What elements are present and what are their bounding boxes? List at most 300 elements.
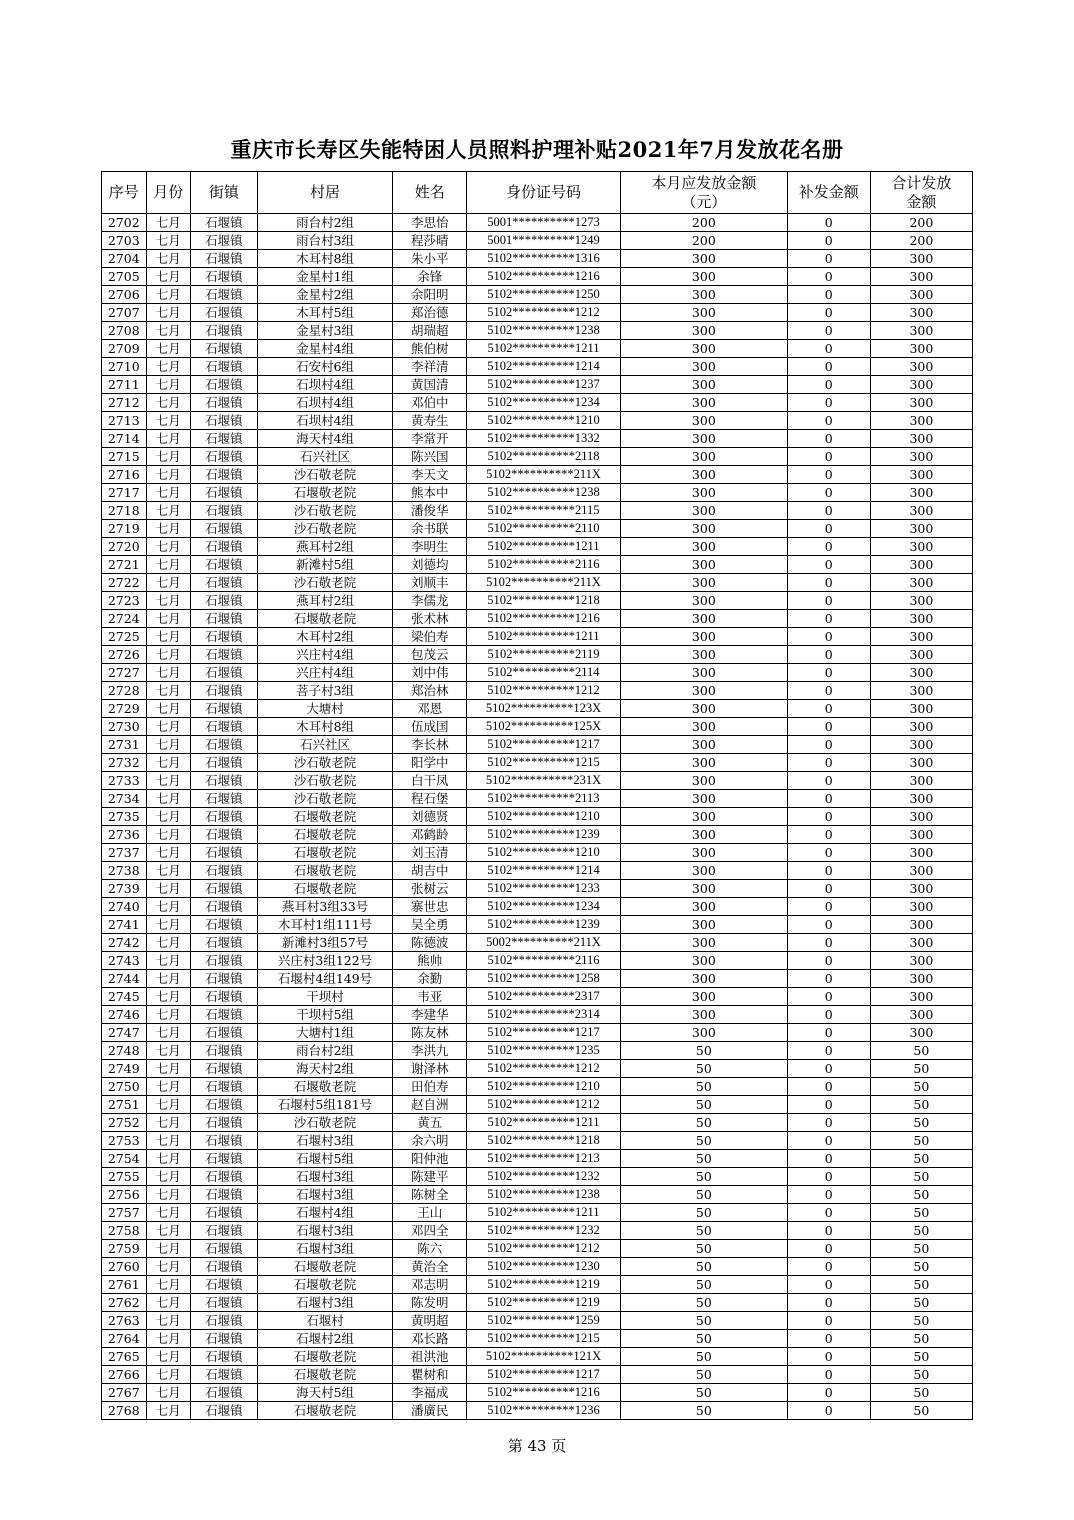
cell-town: 石堰镇 xyxy=(191,232,258,250)
table-row xyxy=(102,754,973,772)
cell-index: 2728 xyxy=(102,682,147,700)
cell-month: 七月 xyxy=(146,664,191,682)
cell-village: 石坝村4组 xyxy=(257,376,393,394)
cell-id-number: 5102**********2113 xyxy=(467,790,621,808)
cell-total: 300 xyxy=(870,340,972,358)
cell-village: 石堰敬老院 xyxy=(257,1258,393,1276)
cell-back-pay: 0 xyxy=(787,1312,870,1330)
cell-id-number: 5102**********1216 xyxy=(467,1384,621,1402)
table-row xyxy=(102,214,973,232)
table-row xyxy=(102,898,973,916)
cell-amount-due: 300 xyxy=(620,556,787,574)
cell-month: 七月 xyxy=(146,628,191,646)
table-row xyxy=(102,250,973,268)
roster-table xyxy=(101,171,973,1420)
cell-month: 七月 xyxy=(146,610,191,628)
table-row xyxy=(102,592,973,610)
cell-village: 沙石敬老院 xyxy=(257,520,393,538)
cell-id-number: 5102**********1234 xyxy=(467,898,621,916)
cell-amount-due: 50 xyxy=(620,1240,787,1258)
cell-name: 黄明超 xyxy=(393,1312,467,1330)
cell-index: 2704 xyxy=(102,250,147,268)
table-row xyxy=(102,1330,973,1348)
cell-total: 300 xyxy=(870,412,972,430)
cell-village: 石堰敬老院 xyxy=(257,1348,393,1366)
cell-total: 300 xyxy=(870,952,972,970)
cell-town: 石堰镇 xyxy=(191,988,258,1006)
cell-id-number: 5102**********1214 xyxy=(467,862,621,880)
cell-id-number: 5102**********1238 xyxy=(467,484,621,502)
cell-name: 阳学中 xyxy=(393,754,467,772)
cell-town: 石堰镇 xyxy=(191,880,258,898)
table-row xyxy=(102,682,973,700)
cell-village: 新滩村5组 xyxy=(257,556,393,574)
cell-amount-due: 300 xyxy=(620,304,787,322)
cell-town: 石堰镇 xyxy=(191,412,258,430)
cell-village: 石堰敬老院 xyxy=(257,1276,393,1294)
cell-id-number: 5102**********2110 xyxy=(467,520,621,538)
col-header-village: 村居 xyxy=(257,172,393,214)
cell-total: 50 xyxy=(870,1114,972,1132)
cell-amount-due: 300 xyxy=(620,934,787,952)
cell-index: 2713 xyxy=(102,412,147,430)
cell-town: 石堰镇 xyxy=(191,754,258,772)
cell-id-number: 5102**********2115 xyxy=(467,502,621,520)
cell-name: 黄治全 xyxy=(393,1258,467,1276)
cell-total: 300 xyxy=(870,502,972,520)
cell-total: 50 xyxy=(870,1078,972,1096)
cell-name: 韦亚 xyxy=(393,988,467,1006)
cell-month: 七月 xyxy=(146,430,191,448)
cell-town: 石堰镇 xyxy=(191,1168,258,1186)
cell-back-pay: 0 xyxy=(787,286,870,304)
cell-village: 石堰村4组149号 xyxy=(257,970,393,988)
table-row xyxy=(102,970,973,988)
cell-month: 七月 xyxy=(146,754,191,772)
cell-total: 300 xyxy=(870,592,972,610)
document-title: 重庆市长寿区失能特困人员照料护理补贴2021年7月发放花名册 xyxy=(230,137,844,162)
cell-month: 七月 xyxy=(146,862,191,880)
cell-back-pay: 0 xyxy=(787,466,870,484)
cell-amount-due: 300 xyxy=(620,592,787,610)
cell-town: 石堰镇 xyxy=(191,1222,258,1240)
cell-id-number: 5102**********1239 xyxy=(467,916,621,934)
cell-id-number: 5102**********2119 xyxy=(467,646,621,664)
cell-id-number: 5102**********211X xyxy=(467,574,621,592)
cell-id-number: 5102**********2116 xyxy=(467,952,621,970)
col-header-index: 序号 xyxy=(102,172,147,214)
cell-name: 伍成国 xyxy=(393,718,467,736)
cell-back-pay: 0 xyxy=(787,1402,870,1420)
cell-index: 2760 xyxy=(102,1258,147,1276)
cell-month: 七月 xyxy=(146,952,191,970)
cell-town: 石堰镇 xyxy=(191,1114,258,1132)
table-row xyxy=(102,1024,973,1042)
cell-village: 干坝村5组 xyxy=(257,1006,393,1024)
table-row xyxy=(102,1114,973,1132)
cell-name: 李常开 xyxy=(393,430,467,448)
col-header-back-pay: 补发金额 xyxy=(787,172,870,214)
cell-id-number: 5102**********1217 xyxy=(467,1024,621,1042)
cell-back-pay: 0 xyxy=(787,520,870,538)
cell-town: 石堰镇 xyxy=(191,952,258,970)
cell-index: 2711 xyxy=(102,376,147,394)
table-row xyxy=(102,232,973,250)
cell-back-pay: 0 xyxy=(787,1240,870,1258)
table-row xyxy=(102,790,973,808)
cell-index: 2726 xyxy=(102,646,147,664)
cell-village: 兴庄村4组 xyxy=(257,664,393,682)
cell-town: 石堰镇 xyxy=(191,1024,258,1042)
cell-back-pay: 0 xyxy=(787,1258,870,1276)
cell-name: 瞿树和 xyxy=(393,1366,467,1384)
cell-name: 张树云 xyxy=(393,880,467,898)
cell-village: 沙石敬老院 xyxy=(257,502,393,520)
table-row xyxy=(102,1096,973,1114)
cell-village: 石兴社区 xyxy=(257,448,393,466)
cell-id-number: 5102**********1210 xyxy=(467,412,621,430)
table-row xyxy=(102,466,973,484)
cell-month: 七月 xyxy=(146,1078,191,1096)
cell-month: 七月 xyxy=(146,502,191,520)
cell-total: 50 xyxy=(870,1366,972,1384)
cell-index: 2703 xyxy=(102,232,147,250)
cell-id-number: 5102**********1239 xyxy=(467,826,621,844)
cell-amount-due: 300 xyxy=(620,286,787,304)
cell-id-number: 5102**********2314 xyxy=(467,1006,621,1024)
cell-amount-due: 300 xyxy=(620,250,787,268)
cell-name: 黄国清 xyxy=(393,376,467,394)
cell-amount-due: 300 xyxy=(620,844,787,862)
cell-total: 50 xyxy=(870,1060,972,1078)
cell-id-number: 5102**********1230 xyxy=(467,1258,621,1276)
cell-village: 菩子村3组 xyxy=(257,682,393,700)
cell-id-number: 5102**********1238 xyxy=(467,322,621,340)
cell-town: 石堰镇 xyxy=(191,808,258,826)
cell-amount-due: 300 xyxy=(620,700,787,718)
cell-name: 邓志明 xyxy=(393,1276,467,1294)
cell-index: 2766 xyxy=(102,1366,147,1384)
cell-back-pay: 0 xyxy=(787,1042,870,1060)
cell-id-number: 5102**********1316 xyxy=(467,250,621,268)
cell-village: 石堰敬老院 xyxy=(257,1402,393,1420)
cell-id-number: 5102**********1232 xyxy=(467,1222,621,1240)
cell-name: 陈树全 xyxy=(393,1186,467,1204)
cell-total: 50 xyxy=(870,1240,972,1258)
cell-amount-due: 300 xyxy=(620,466,787,484)
col-header-name: 姓名 xyxy=(393,172,467,214)
cell-back-pay: 0 xyxy=(787,610,870,628)
cell-index: 2756 xyxy=(102,1186,147,1204)
cell-amount-due: 300 xyxy=(620,520,787,538)
cell-village: 金星村4组 xyxy=(257,340,393,358)
cell-total: 50 xyxy=(870,1384,972,1402)
cell-name: 程石堡 xyxy=(393,790,467,808)
cell-month: 七月 xyxy=(146,1366,191,1384)
cell-town: 石堰镇 xyxy=(191,1204,258,1222)
cell-total: 300 xyxy=(870,520,972,538)
cell-id-number: 5102**********1219 xyxy=(467,1276,621,1294)
cell-back-pay: 0 xyxy=(787,808,870,826)
cell-village: 石坝村4组 xyxy=(257,412,393,430)
cell-name: 李福成 xyxy=(393,1384,467,1402)
cell-id-number: 5102**********1216 xyxy=(467,268,621,286)
cell-total: 300 xyxy=(870,322,972,340)
cell-town: 石堰镇 xyxy=(191,718,258,736)
cell-id-number: 5102**********1210 xyxy=(467,808,621,826)
cell-village: 干坝村 xyxy=(257,988,393,1006)
cell-total: 300 xyxy=(870,448,972,466)
cell-name: 寨世忠 xyxy=(393,898,467,916)
cell-town: 石堰镇 xyxy=(191,1078,258,1096)
cell-name: 邓四全 xyxy=(393,1222,467,1240)
cell-month: 七月 xyxy=(146,682,191,700)
cell-id-number: 5102**********1210 xyxy=(467,844,621,862)
cell-total: 300 xyxy=(870,916,972,934)
cell-village: 海天村2组 xyxy=(257,1060,393,1078)
cell-amount-due: 50 xyxy=(620,1150,787,1168)
cell-month: 七月 xyxy=(146,880,191,898)
cell-amount-due: 50 xyxy=(620,1258,787,1276)
cell-back-pay: 0 xyxy=(787,214,870,232)
cell-index: 2718 xyxy=(102,502,147,520)
table-row xyxy=(102,808,973,826)
cell-id-number: 5102**********1211 xyxy=(467,1204,621,1222)
cell-village: 石堰村3组 xyxy=(257,1186,393,1204)
cell-name: 陈兴国 xyxy=(393,448,467,466)
cell-back-pay: 0 xyxy=(787,1006,870,1024)
table-row xyxy=(102,1060,973,1078)
cell-total: 50 xyxy=(870,1096,972,1114)
cell-total: 50 xyxy=(870,1348,972,1366)
cell-name: 李洪九 xyxy=(393,1042,467,1060)
cell-index: 2762 xyxy=(102,1294,147,1312)
cell-index: 2729 xyxy=(102,700,147,718)
cell-id-number: 5102**********1218 xyxy=(467,1132,621,1150)
cell-month: 七月 xyxy=(146,556,191,574)
cell-back-pay: 0 xyxy=(787,1330,870,1348)
cell-town: 石堰镇 xyxy=(191,394,258,412)
cell-index: 2712 xyxy=(102,394,147,412)
table-row xyxy=(102,628,973,646)
cell-month: 七月 xyxy=(146,934,191,952)
cell-back-pay: 0 xyxy=(787,970,870,988)
cell-month: 七月 xyxy=(146,358,191,376)
cell-amount-due: 300 xyxy=(620,880,787,898)
cell-village: 沙石敬老院 xyxy=(257,466,393,484)
cell-amount-due: 50 xyxy=(620,1402,787,1420)
cell-index: 2727 xyxy=(102,664,147,682)
cell-index: 2722 xyxy=(102,574,147,592)
cell-month: 七月 xyxy=(146,808,191,826)
cell-id-number: 5102**********1216 xyxy=(467,610,621,628)
cell-town: 石堰镇 xyxy=(191,322,258,340)
cell-amount-due: 300 xyxy=(620,790,787,808)
table-row xyxy=(102,1312,973,1330)
cell-town: 石堰镇 xyxy=(191,1258,258,1276)
cell-back-pay: 0 xyxy=(787,412,870,430)
cell-amount-due: 300 xyxy=(620,952,787,970)
cell-amount-due: 50 xyxy=(620,1060,787,1078)
cell-id-number: 5102**********1215 xyxy=(467,1330,621,1348)
cell-id-number: 5102**********1212 xyxy=(467,1060,621,1078)
cell-month: 七月 xyxy=(146,772,191,790)
cell-back-pay: 0 xyxy=(787,1096,870,1114)
cell-town: 石堰镇 xyxy=(191,700,258,718)
cell-id-number: 5102**********1259 xyxy=(467,1312,621,1330)
cell-month: 七月 xyxy=(146,1258,191,1276)
cell-town: 石堰镇 xyxy=(191,826,258,844)
cell-index: 2724 xyxy=(102,610,147,628)
cell-amount-due: 300 xyxy=(620,862,787,880)
cell-index: 2705 xyxy=(102,268,147,286)
cell-total: 50 xyxy=(870,1186,972,1204)
cell-index: 2731 xyxy=(102,736,147,754)
cell-name: 李祥清 xyxy=(393,358,467,376)
cell-total: 300 xyxy=(870,718,972,736)
table-row xyxy=(102,736,973,754)
cell-month: 七月 xyxy=(146,232,191,250)
cell-index: 2767 xyxy=(102,1384,147,1402)
cell-total: 300 xyxy=(870,736,972,754)
cell-back-pay: 0 xyxy=(787,772,870,790)
cell-index: 2750 xyxy=(102,1078,147,1096)
cell-town: 石堰镇 xyxy=(191,1150,258,1168)
cell-amount-due: 50 xyxy=(620,1330,787,1348)
cell-back-pay: 0 xyxy=(787,1078,870,1096)
cell-village: 石堰村3组 xyxy=(257,1222,393,1240)
cell-total: 50 xyxy=(870,1204,972,1222)
table-row xyxy=(102,376,973,394)
cell-name: 郑治德 xyxy=(393,304,467,322)
cell-town: 石堰镇 xyxy=(191,376,258,394)
table-row xyxy=(102,574,973,592)
cell-village: 燕耳村3组33号 xyxy=(257,898,393,916)
table-row xyxy=(102,880,973,898)
cell-month: 七月 xyxy=(146,574,191,592)
cell-back-pay: 0 xyxy=(787,304,870,322)
table-row xyxy=(102,844,973,862)
cell-amount-due: 300 xyxy=(620,736,787,754)
cell-amount-due: 300 xyxy=(620,682,787,700)
cell-id-number: 5102**********1212 xyxy=(467,304,621,322)
cell-name: 熊伯树 xyxy=(393,340,467,358)
cell-name: 潘俊华 xyxy=(393,502,467,520)
cell-total: 300 xyxy=(870,790,972,808)
cell-back-pay: 0 xyxy=(787,1276,870,1294)
cell-back-pay: 0 xyxy=(787,790,870,808)
cell-id-number: 5102**********1236 xyxy=(467,1402,621,1420)
cell-village: 兴庄村3组122号 xyxy=(257,952,393,970)
table-row xyxy=(102,1258,973,1276)
cell-total: 300 xyxy=(870,430,972,448)
col-header-month: 月份 xyxy=(146,172,191,214)
cell-village: 石堰敬老院 xyxy=(257,808,393,826)
cell-village: 石堰敬老院 xyxy=(257,484,393,502)
cell-total: 300 xyxy=(870,610,972,628)
cell-name: 黄五 xyxy=(393,1114,467,1132)
cell-name: 李思怡 xyxy=(393,214,467,232)
cell-back-pay: 0 xyxy=(787,844,870,862)
cell-month: 七月 xyxy=(146,844,191,862)
cell-index: 2745 xyxy=(102,988,147,1006)
cell-back-pay: 0 xyxy=(787,988,870,1006)
cell-total: 50 xyxy=(870,1258,972,1276)
cell-village: 石堰敬老院 xyxy=(257,1078,393,1096)
cell-month: 七月 xyxy=(146,1096,191,1114)
cell-amount-due: 300 xyxy=(620,808,787,826)
cell-name: 刘顺丰 xyxy=(393,574,467,592)
cell-back-pay: 0 xyxy=(787,700,870,718)
cell-town: 石堰镇 xyxy=(191,772,258,790)
cell-amount-due: 50 xyxy=(620,1114,787,1132)
table-row xyxy=(102,1222,973,1240)
table-row xyxy=(102,484,973,502)
cell-id-number: 5102**********1211 xyxy=(467,628,621,646)
cell-month: 七月 xyxy=(146,970,191,988)
cell-total: 50 xyxy=(870,1294,972,1312)
cell-back-pay: 0 xyxy=(787,646,870,664)
cell-index: 2702 xyxy=(102,214,147,232)
cell-amount-due: 300 xyxy=(620,502,787,520)
cell-town: 石堰镇 xyxy=(191,646,258,664)
cell-amount-due: 50 xyxy=(620,1042,787,1060)
cell-index: 2723 xyxy=(102,592,147,610)
cell-amount-due: 300 xyxy=(620,1006,787,1024)
cell-back-pay: 0 xyxy=(787,448,870,466)
cell-total: 300 xyxy=(870,1006,972,1024)
cell-index: 2742 xyxy=(102,934,147,952)
cell-total: 300 xyxy=(870,826,972,844)
cell-back-pay: 0 xyxy=(787,484,870,502)
cell-month: 七月 xyxy=(146,1402,191,1420)
cell-village: 石堰村5组 xyxy=(257,1150,393,1168)
cell-index: 2748 xyxy=(102,1042,147,1060)
cell-month: 七月 xyxy=(146,1222,191,1240)
cell-town: 石堰镇 xyxy=(191,1240,258,1258)
cell-back-pay: 0 xyxy=(787,880,870,898)
cell-index: 2720 xyxy=(102,538,147,556)
col-header-amount-due: 本月应发放金额 （元） xyxy=(620,172,787,214)
cell-back-pay: 0 xyxy=(787,664,870,682)
cell-back-pay: 0 xyxy=(787,1168,870,1186)
cell-amount-due: 50 xyxy=(620,1312,787,1330)
cell-id-number: 5102**********1213 xyxy=(467,1150,621,1168)
cell-name: 阳仲池 xyxy=(393,1150,467,1168)
table-row xyxy=(102,1078,973,1096)
cell-amount-due: 300 xyxy=(620,1024,787,1042)
cell-month: 七月 xyxy=(146,268,191,286)
cell-month: 七月 xyxy=(146,916,191,934)
cell-month: 七月 xyxy=(146,286,191,304)
cell-name: 余勤 xyxy=(393,970,467,988)
cell-total: 50 xyxy=(870,1330,972,1348)
table-row xyxy=(102,412,973,430)
cell-month: 七月 xyxy=(146,1060,191,1078)
cell-name: 李长林 xyxy=(393,736,467,754)
table-row xyxy=(102,502,973,520)
page-number: 第 43 页 xyxy=(507,1437,567,1455)
cell-index: 2747 xyxy=(102,1024,147,1042)
cell-id-number: 5102**********2317 xyxy=(467,988,621,1006)
cell-month: 七月 xyxy=(146,1312,191,1330)
cell-index: 2710 xyxy=(102,358,147,376)
cell-name: 白干凤 xyxy=(393,772,467,790)
cell-amount-due: 50 xyxy=(620,1204,787,1222)
cell-amount-due: 300 xyxy=(620,916,787,934)
cell-index: 2737 xyxy=(102,844,147,862)
table-row xyxy=(102,1186,973,1204)
